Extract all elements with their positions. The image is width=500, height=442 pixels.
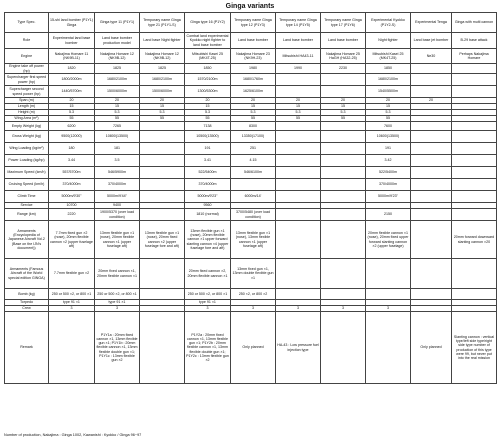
table-cell: 20mm fixed cannon ×2, 20mm flexible cannon ×1	[185, 259, 231, 289]
row-label: Wing Area (m²)	[5, 116, 49, 122]
header-cell: Ginga type 16 (P1Y2)	[185, 13, 231, 33]
table-cell	[321, 289, 366, 300]
table-cell: P1Y2a : 20mm fixed cannon ×1, 13mm flexible gun ×1; P1Y2b : 20mm flexible cannon ×1, 13mm flexible double gun ×1; P1Y2c : 13mm flexible gun ×2	[185, 312, 231, 384]
table-cell: 9400	[95, 203, 140, 209]
table-cell: Land base bomber	[276, 33, 321, 49]
row-label: Span (m)	[5, 98, 49, 104]
table-cell: 55	[276, 116, 321, 122]
row-label: Crew	[5, 306, 49, 312]
table-cell: 10600(13500)	[366, 131, 411, 143]
row-label: Armaments (Famous Aircraft of the World special edition GINGA)	[5, 259, 49, 289]
table-cell: 3	[95, 306, 140, 312]
table-cell	[452, 86, 497, 98]
header-cell: Temporary name Ginga type 17 (P1Y6)	[321, 13, 366, 33]
table-cell	[411, 131, 452, 143]
table-cell	[276, 86, 321, 98]
header-cell: Temporary name Ginga type 12 (P1Y3)	[231, 13, 276, 33]
table-cell	[276, 122, 321, 131]
header-cell: Experimental Tenga	[411, 13, 452, 33]
table-cell: 3	[49, 306, 95, 312]
table-cell	[140, 209, 185, 221]
table-row	[5, 64, 497, 74]
table-cell: Perhaps Nakajima Homare	[452, 49, 497, 64]
table-cell: Land base jet bomber	[411, 33, 452, 49]
table-cell: 180	[49, 143, 95, 155]
table-cell	[276, 143, 321, 155]
table-cell: 20	[321, 98, 366, 104]
table-cell: 6000m/14'	[231, 191, 276, 203]
production-footnote: Number of production, Nakajima : Ginga 1002, Kawanishi : Kyokko / Ginga 96~97	[4, 433, 142, 437]
table-cell: 7138	[185, 122, 231, 131]
table-row	[5, 289, 497, 300]
table-cell	[452, 122, 497, 131]
table-cell: 10800(13500)	[95, 131, 140, 143]
table-cell	[140, 312, 185, 384]
table-cell	[452, 64, 497, 74]
table-cell: type 91 ×1	[95, 300, 140, 306]
table-cell: Only planned	[411, 312, 452, 384]
table-cell	[276, 259, 321, 289]
table-cell	[276, 179, 321, 191]
table-cell	[321, 155, 366, 167]
table-cell: 3.5	[95, 155, 140, 167]
table-cell	[321, 191, 366, 203]
table-cell: 15	[49, 104, 95, 110]
table-cell: 370/4000m	[185, 179, 231, 191]
table-cell: 250 or 500 ×2, or 800 ×1	[49, 289, 95, 300]
table-cell: 15	[276, 104, 321, 110]
table-cell	[276, 167, 321, 179]
table-cell: 6200	[49, 122, 95, 131]
row-label: Empty Weight (kg)	[5, 122, 49, 131]
table-cell: 5.3	[140, 110, 185, 116]
table-cell: 20	[411, 98, 452, 104]
table-cell	[321, 259, 366, 289]
row-label: Climb Time	[5, 191, 49, 203]
table-cell	[452, 155, 497, 167]
table-cell	[411, 289, 452, 300]
table-cell	[140, 191, 185, 203]
table-cell: type 91 ×1	[185, 300, 231, 306]
table-cell	[411, 167, 452, 179]
table-cell: 546/5900m	[95, 167, 140, 179]
table-cell: HA-43 : Low pressure fuel injection type	[276, 312, 321, 384]
table-cell: 3700/5480 (over load condition)	[231, 209, 276, 221]
table-row	[5, 155, 497, 167]
table-cell: 55	[321, 116, 366, 122]
table-cell: 5.3	[231, 110, 276, 116]
table-cell: 10700	[49, 203, 95, 209]
table-cell: Only planned	[231, 312, 276, 384]
row-label: Supercharger second speed power (hp)	[5, 86, 49, 98]
table-cell: 20	[185, 98, 231, 104]
table-cell	[140, 122, 185, 131]
table-cell: 5.3	[321, 110, 366, 116]
table-cell: 1800/2000m	[49, 74, 95, 86]
table-cell: 1825	[95, 64, 140, 74]
table-cell: 3	[185, 306, 231, 312]
table-cell: 3	[321, 306, 366, 312]
table-cell	[140, 259, 185, 289]
table-cell: 55	[231, 116, 276, 122]
table-row	[5, 122, 497, 131]
table-row	[5, 74, 497, 86]
table-cell: 7.7mm fixed gun ×2 (nose), 20mm flexible cannon ×2 (upper fuselage aft)	[49, 221, 95, 259]
table-cell	[276, 209, 321, 221]
table-cell: 370/4000m	[95, 179, 140, 191]
table-cell: 557/5700m	[49, 167, 95, 179]
table-cell: Nakajima Homare 23 (NK9H-23)	[231, 49, 276, 64]
table-cell	[321, 86, 366, 98]
header-cell: 15-shi land bomber (P1Y1) Ginga	[49, 13, 95, 33]
table-cell: 8300	[231, 122, 276, 131]
table-cell	[411, 86, 452, 98]
table-cell: 191	[185, 143, 231, 155]
table-cell: 1540/5500m	[366, 86, 411, 98]
table-cell: Mitsubishi HA43-11	[276, 49, 321, 64]
table-cell	[452, 209, 497, 221]
table-cell: 3	[366, 306, 411, 312]
table-cell: 250 or 500 ×2, or 800 ×1	[185, 289, 231, 300]
table-cell: 13350(17100)	[231, 131, 276, 143]
table-cell	[452, 167, 497, 179]
table-cell	[140, 131, 185, 143]
table-cell: 3.41	[185, 155, 231, 167]
table-cell: 15	[140, 104, 185, 110]
variants-table	[4, 12, 497, 384]
table-cell: 1300/5300m	[185, 86, 231, 98]
table-cell: 250 or 500 ×2, or 800 ×1	[95, 289, 140, 300]
table-cell: 3	[231, 306, 276, 312]
row-label: Length (m)	[5, 104, 49, 110]
table-cell: 1820	[49, 64, 95, 74]
table-cell: 1990	[276, 64, 321, 74]
table-cell	[321, 131, 366, 143]
table-cell	[411, 221, 452, 259]
table-cell: 15	[321, 104, 366, 110]
table-cell	[321, 122, 366, 131]
table-cell	[140, 143, 185, 155]
table-cell: 4.15	[231, 155, 276, 167]
table-cell: 9500(12000)	[49, 131, 95, 143]
header-cell: Temporary name Ginga type 14 (P1Y5)	[276, 13, 321, 33]
row-label: Remark	[5, 312, 49, 384]
table-cell: 55	[95, 116, 140, 122]
table-cell	[321, 221, 366, 259]
table-cell: Land base Night fighter	[140, 33, 185, 49]
table-row	[5, 179, 497, 191]
table-cell: Land base bomber production model	[95, 33, 140, 49]
table-row	[5, 143, 497, 155]
table-cell	[49, 312, 95, 384]
row-label: Height (m)	[5, 110, 49, 116]
table-cell	[276, 155, 321, 167]
table-cell: 546/6100m	[231, 167, 276, 179]
table-cell: 3.44	[49, 155, 95, 167]
table-cell: Nakajima Homare 12 (NK9B-12)	[95, 49, 140, 64]
table-cell: 5.3	[49, 110, 95, 116]
table-cell	[276, 131, 321, 143]
table-cell: 15	[95, 104, 140, 110]
table-cell	[140, 179, 185, 191]
table-cell	[411, 74, 452, 86]
table-cell	[452, 289, 497, 300]
table-cell: 1680/2100m	[366, 74, 411, 86]
table-row	[5, 221, 497, 259]
table-cell: Mitsubishi Kasei 25 (MK4T-25)	[366, 49, 411, 64]
header-cell: Ginga type 11 (P1Y1)	[95, 13, 140, 33]
table-cell: 55	[185, 116, 231, 122]
table-cell: 1570/2100m	[185, 74, 231, 86]
table-cell: 5000m/9'23"	[185, 191, 231, 203]
table-cell: 522/5400m	[185, 167, 231, 179]
table-cell: 1680/2100m	[95, 74, 140, 86]
table-cell: Nakajima Homare 11 (NK9B-11)	[49, 49, 95, 64]
table-cell: 7.7mm flexible gun ×2	[49, 259, 95, 289]
table-cell	[411, 209, 452, 221]
table-cell	[321, 179, 366, 191]
table-cell: 20	[276, 98, 321, 104]
table-cell: 181	[95, 143, 140, 155]
row-label: Service	[5, 203, 49, 209]
table-cell: 250 ×2, or 800 ×2	[231, 289, 276, 300]
table-row	[5, 86, 497, 98]
table-cell: 1680/2100m	[140, 74, 185, 86]
table-cell	[411, 179, 452, 191]
table-cell	[140, 155, 185, 167]
table-cell: 1440/5700m	[49, 86, 95, 98]
table-cell: Mitsubishi Kasei 25 (MK4T-25)	[185, 49, 231, 64]
table-cell: type 91 ×1	[49, 300, 95, 306]
table-cell: 13mm flexible gun ×1 (nose), 13mm flexible cannon ×1 (upper fuselage aft)	[231, 221, 276, 259]
table-cell: 1500/6000m	[140, 86, 185, 98]
table-cell: 20	[49, 98, 95, 104]
table-cell	[366, 259, 411, 289]
row-label: Power Loading (kg/hp)	[5, 155, 49, 167]
table-cell: 20	[95, 98, 140, 104]
table-cell	[276, 74, 321, 86]
table-cell	[411, 122, 452, 131]
table-cell: 20mm fixed cannon ×1, 20mm flexible cannon ×1	[95, 259, 140, 289]
table-cell: Experimental land base bomber	[49, 33, 95, 49]
table-cell: 55	[140, 116, 185, 122]
table-cell	[321, 312, 366, 384]
table-cell: 2150	[366, 209, 411, 221]
table-cell: 13mm fixed gun ×1, 13mm double flexible gun ×1	[231, 259, 276, 289]
table-cell: 5000m/9'23"	[366, 191, 411, 203]
table-cell: 3.42	[366, 155, 411, 167]
table-row	[5, 312, 497, 384]
table-cell: 1850	[366, 64, 411, 74]
table-cell: 13mm flexible gun ×1 (nose), 20mm fixed cannon ×2 (upper fuselage fore and aft)	[140, 221, 185, 259]
table-cell: 5.3	[276, 110, 321, 116]
row-label: Maximum Speed (km/h)	[5, 167, 49, 179]
header-cell: Ginga with multi cannon	[452, 13, 497, 33]
row-label: Range (km)	[5, 209, 49, 221]
table-cell: 15	[231, 104, 276, 110]
table-cell: Night fighter	[366, 33, 411, 49]
table-cell: 1850	[185, 64, 231, 74]
table-cell: 9560	[185, 203, 231, 209]
table-cell: Ne30	[411, 49, 452, 64]
table-cell: Combat land experimental Kyokko night fighter to land base bomber	[185, 33, 231, 49]
table-cell	[140, 167, 185, 179]
table-cell: B-29 base attack	[452, 33, 497, 49]
table-cell: 5.3	[95, 110, 140, 116]
table-cell	[366, 289, 411, 300]
table-cell	[452, 259, 497, 289]
row-label: Supercharger first speed power (hp)	[5, 74, 49, 86]
table-cell: 522/5400m	[366, 167, 411, 179]
table-cell	[321, 167, 366, 179]
row-label: Engine	[5, 49, 49, 64]
table-cell: 15	[185, 104, 231, 110]
table-cell: Land base bomber	[231, 33, 276, 49]
table-cell: 1625/6100m	[231, 86, 276, 98]
table-cell: 20	[366, 98, 411, 104]
header-row	[5, 13, 497, 33]
table-cell	[321, 74, 366, 86]
table-cell: 5.3	[366, 110, 411, 116]
table-row	[5, 167, 497, 179]
table-cell	[411, 259, 452, 289]
table-cell: 1900/5370 (over load condition)	[95, 209, 140, 221]
row-label: Bomb (kg)	[5, 289, 49, 300]
table-cell	[366, 312, 411, 384]
row-label: Armaments (Encyclopedia of Japanese Aircraft Vol.2 (Base on the IJN's document))	[5, 221, 49, 259]
table-row	[5, 209, 497, 221]
table-cell: 20mm flexible cannon ×1 (nose), 20mm fixed upper forward slanting cannon ×2 (upper fuselage)	[366, 221, 411, 259]
table-cell: P1Y1a : 20mm fixed cannon ×1, 13mm flexible gun ×1; P1Y1b : 20mm flexible cannon ×1, 13mm flexible double gun ×1; P1Y1c : 13mm flexible gun ×2	[95, 312, 140, 384]
row-label: Role	[5, 33, 49, 49]
table-cell	[140, 289, 185, 300]
table-cell: 20mm forward downward slanting cannon ×20	[452, 221, 497, 259]
table-row	[5, 33, 497, 49]
table-cell: 251	[231, 143, 276, 155]
row-label: Gross Weight (kg)	[5, 131, 49, 143]
table-cell	[411, 155, 452, 167]
table-cell	[321, 209, 366, 221]
table-cell: 1980	[231, 64, 276, 74]
header-cell: Experimental Kyokko (P1Y2-S)	[366, 13, 411, 33]
table-cell: 20	[231, 98, 276, 104]
table-cell	[452, 191, 497, 203]
table-row	[5, 49, 497, 64]
table-cell	[452, 143, 497, 155]
header-cell: Temporary name Ginga type 21 (P1Y1-S)	[140, 13, 185, 33]
table-cell: 1810 (normal)	[185, 209, 231, 221]
table-cell: 5000m/9'30"	[49, 191, 95, 203]
table-cell: 55	[49, 116, 95, 122]
table-cell: 2220	[49, 209, 95, 221]
row-label: Torpedo	[5, 300, 49, 306]
table-cell	[276, 289, 321, 300]
row-label: Wing Loading (kg/m²)	[5, 143, 49, 155]
table-cell: Slanting cannon : vertical type/left side type/right side type number of production of this type were 99, but never put into the real mission	[452, 312, 497, 384]
table-cell: 1500/6000m	[95, 86, 140, 98]
table-cell: Nakajima Homare 25 HaGH (HA32-25)	[321, 49, 366, 64]
table-cell: 55	[366, 116, 411, 122]
table-cell: 3	[276, 306, 321, 312]
table-cell	[452, 131, 497, 143]
table-cell: 10500(13500)	[185, 131, 231, 143]
table-cell: 5000m/9'44"	[95, 191, 140, 203]
table-cell	[231, 179, 276, 191]
table-cell: 7600	[366, 122, 411, 131]
table-cell: 2230	[321, 64, 366, 74]
table-cell	[321, 143, 366, 155]
table-cell	[452, 179, 497, 191]
table-cell: 370/4000m	[49, 179, 95, 191]
table-row	[5, 259, 497, 289]
table-cell	[411, 64, 452, 74]
row-label: Cruising Speed (km/h)	[5, 179, 49, 191]
table-cell	[452, 74, 497, 86]
table-cell: 1825	[140, 64, 185, 74]
table-cell: 13mm flexible gun ×1 (nose), 20mm flexible cannon ×1 upper forward slanting cannon ×4 (upper fuselage fore and aft)	[185, 221, 231, 259]
table-row	[5, 131, 497, 143]
table-cell	[411, 191, 452, 203]
table-cell: 13mm flexible gun ×1 (nose), 20mm flexible cannon ×1 (upper fuselage aft)	[95, 221, 140, 259]
table-cell: 15	[366, 104, 411, 110]
page-title: Ginga variants	[225, 3, 275, 10]
table-cell: 20	[140, 98, 185, 104]
table-cell: 370/4000m	[366, 179, 411, 191]
table-cell: 191	[366, 143, 411, 155]
table-cell: Nakajima Homare 12 (NK9B-12)	[140, 49, 185, 64]
table-cell: 7265	[95, 122, 140, 131]
header-type-spec: Type Spec.	[5, 13, 49, 33]
table-cell	[276, 221, 321, 259]
table-cell	[276, 191, 321, 203]
table-cell: 5.3	[185, 110, 231, 116]
table-cell: Land base bomber	[321, 33, 366, 49]
table-row	[5, 191, 497, 203]
row-label: Engine take off power (hp)	[5, 64, 49, 74]
table-cell: 1680/1760m	[231, 74, 276, 86]
table-cell	[411, 143, 452, 155]
